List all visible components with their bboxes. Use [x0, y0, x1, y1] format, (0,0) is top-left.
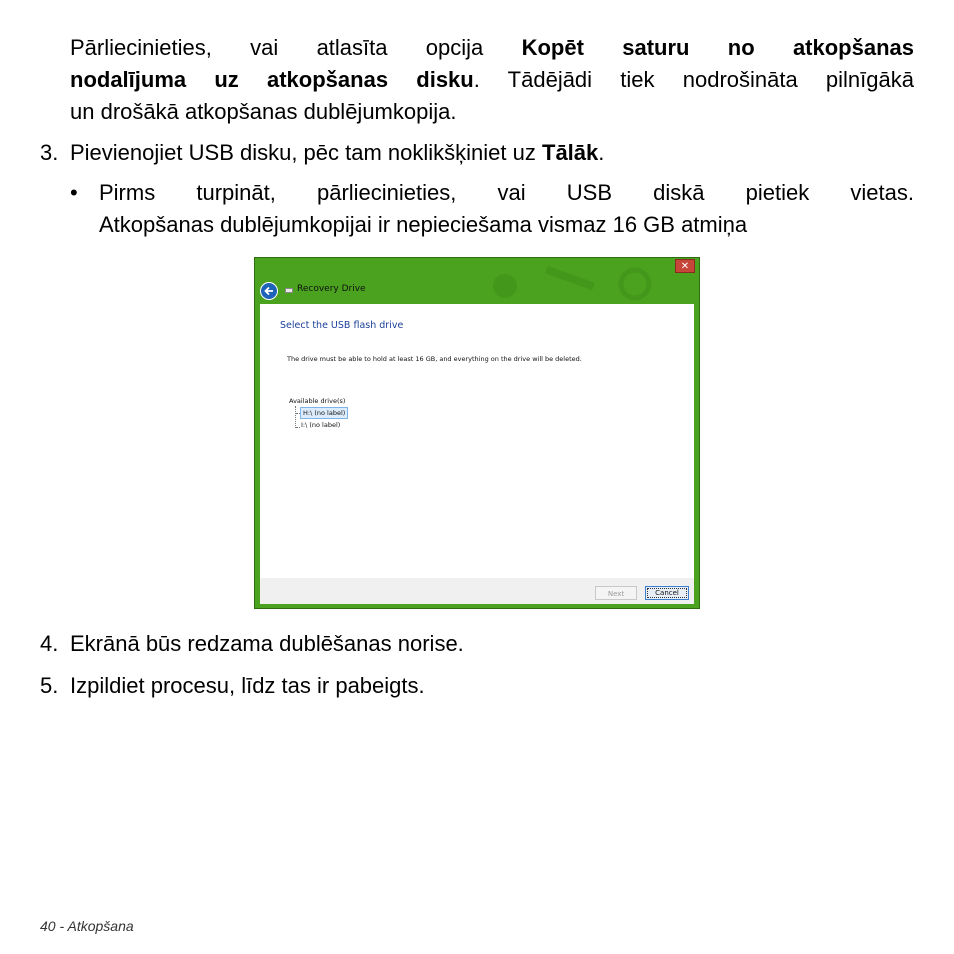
step-3-number: 3. — [40, 140, 59, 165]
background-decoration — [485, 264, 685, 304]
description-text: The drive must be able to hold at least 16 GB, and everything on the drive will be deleted. — [287, 355, 582, 363]
step-4-text: Ekrānā būs redzama dublēšanas norise. — [70, 631, 464, 656]
step-3-text: Pievienojiet USB disku, pēc tam noklikšķiniet uz Tālāk. — [70, 140, 605, 165]
tree-branch — [296, 427, 300, 428]
next-keyword: Tālāk — [542, 140, 599, 165]
intro-line-3: un drošākā atkopšanas dublējumkopija. — [70, 99, 457, 124]
bullet-symbol: • — [70, 180, 78, 205]
intro-line-2: nodalījuma uz atkopšanas disku. Tādējādi tiek nodrošināta pilnīgākā — [70, 67, 914, 92]
option-name-part-1: Kopēt saturu no atkopšanas — [521, 35, 914, 60]
drive-item-i[interactable]: I:\ (no label) — [301, 421, 341, 429]
step-4-number: 4. — [40, 631, 59, 656]
cancel-button[interactable]: Cancel — [645, 586, 689, 600]
usb-drive-icon — [285, 288, 293, 293]
back-arrow-button[interactable] — [260, 282, 278, 300]
option-name-part-2: nodalījuma uz atkopšanas disku — [70, 67, 474, 92]
drive-item-h-selected[interactable]: H:\ (no label) — [300, 407, 348, 419]
close-button[interactable]: ✕ — [675, 259, 695, 273]
next-button[interactable]: Next — [595, 586, 637, 600]
page-heading: Select the USB flash drive — [280, 320, 404, 331]
window-title: Recovery Drive — [297, 284, 366, 294]
intro-paragraph — [70, 32, 914, 128]
step-5-number: 5. — [40, 673, 59, 698]
recovery-drive-window — [254, 257, 700, 609]
bullet-line-2: Atkopšanas dublējumkopijai ir nepieciešama vismaz 16 GB atmiņa — [99, 212, 748, 237]
bullet-line-1: Pirms turpināt, pārliecinieties, vai USB diskā pietiek vietas. — [99, 180, 914, 205]
intro-line-1: Pārliecinieties, vai atlasīta opcija Kopēt saturu no atkopšanas — [70, 35, 914, 60]
available-drives-label: Available drive(s) — [289, 397, 346, 405]
tree-connector — [295, 406, 297, 428]
bullet-text — [99, 177, 914, 241]
window-content — [260, 304, 694, 578]
page-footer: 40 - Atkopšana — [40, 918, 134, 934]
back-arrow-icon — [261, 283, 277, 299]
step-5-text: Izpildiet procesu, līdz tas ir pabeigts. — [70, 673, 425, 698]
